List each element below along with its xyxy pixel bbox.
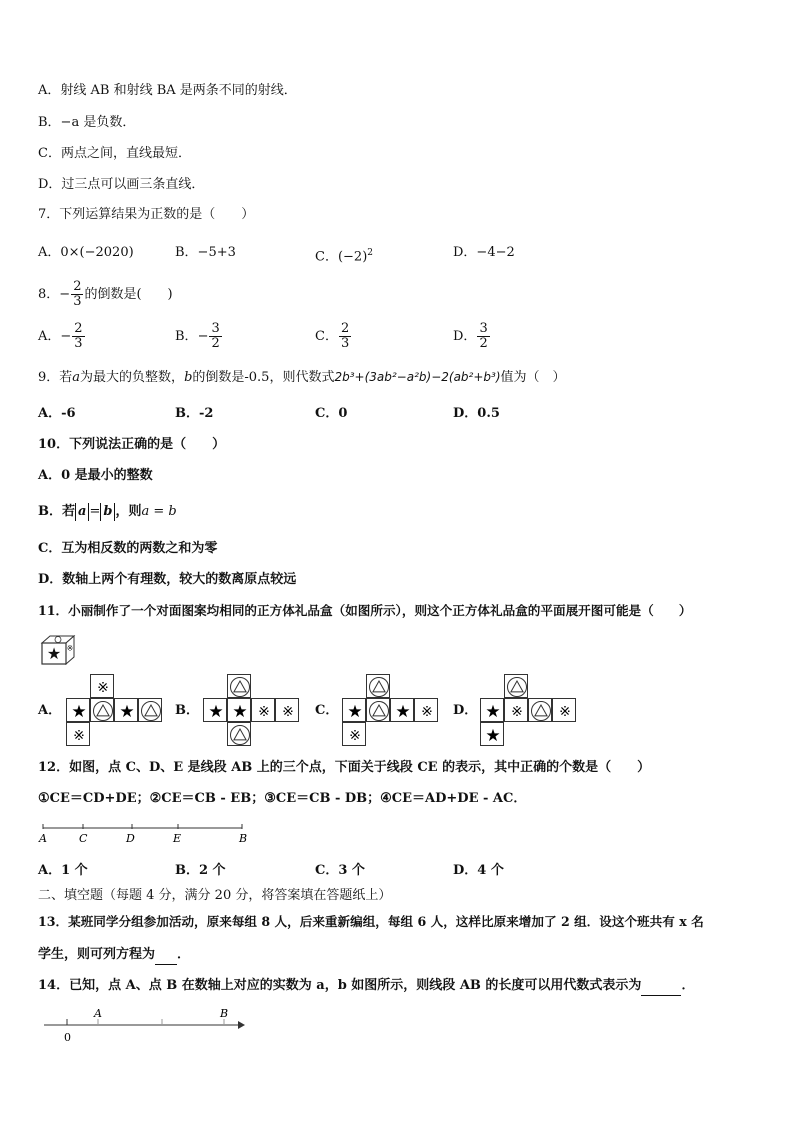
q10-b-label: B．若 xyxy=(38,504,75,519)
q9-stem-b: 为最大的负整数， xyxy=(80,370,185,385)
segment-point-c xyxy=(79,824,88,845)
net-a-cell-2 xyxy=(66,698,90,722)
q13-line-1: 13．某班同学分组参加活动，原来每组 8 人，后来重新编组，每组 6 人，这样比原来增加了 2 组．设这个班共有 x 名 xyxy=(38,914,704,929)
star-icon xyxy=(481,723,505,747)
net-a-cell-6 xyxy=(66,722,90,746)
triangle-shape xyxy=(234,681,246,692)
segment-label-c: C xyxy=(79,832,88,845)
net-d-cell-6 xyxy=(480,722,504,746)
q12-option-b: B．2 个 xyxy=(175,863,226,878)
q9-option-d: D．0.5 xyxy=(453,406,500,421)
net-c xyxy=(342,674,462,746)
q11-option-d: D． xyxy=(453,703,478,718)
q11-option-a: A． xyxy=(38,703,62,718)
q10-b-then: ，则 xyxy=(115,504,142,519)
net-b-cell-5 xyxy=(275,698,299,722)
triangle-shape xyxy=(234,729,246,740)
ref-symbol: ※ xyxy=(73,728,85,744)
q7-option-c-exp: 2 xyxy=(367,248,373,258)
point-a-label: A xyxy=(94,1007,102,1020)
triangle-shape xyxy=(373,705,385,716)
q8-c-fraction xyxy=(339,322,351,351)
q8-d-label: D． xyxy=(453,328,477,344)
q12-statements: ①CE＝CD+DE；②CE＝CB - EB；③CE＝CB - DB；④CE＝AD+DE - AC． xyxy=(38,791,527,806)
triangle-shape xyxy=(511,681,523,692)
tri-icon xyxy=(367,699,391,723)
q8-d-fraction xyxy=(477,322,489,351)
q8-a-sign: − xyxy=(60,328,72,344)
q6-option-c: C．两点之间，直线最短． xyxy=(38,146,191,161)
q14-answer-blank xyxy=(641,977,681,996)
q8-d-num: 3 xyxy=(479,321,488,336)
q12-option-c: C．3 个 xyxy=(315,863,365,878)
net-c-cell-2 xyxy=(342,698,366,722)
triangle-shape xyxy=(535,705,547,716)
q8-c-num: 2 xyxy=(340,321,350,336)
ref-icon xyxy=(67,723,91,747)
net-a-cell-5 xyxy=(138,698,162,722)
star-symbol: ★ xyxy=(119,702,135,722)
q6-option-a: A．射线 AB 和射线 BA 是两条不同的射线． xyxy=(38,83,297,98)
ref-symbol: ※ xyxy=(511,704,523,720)
q13-line-2-text: 学生，则可列方程为 xyxy=(38,947,156,962)
tri-icon xyxy=(139,699,163,723)
tri-icon xyxy=(367,675,391,699)
q8-b-fraction xyxy=(209,322,221,351)
q8-frac-den: 3 xyxy=(73,294,82,309)
q8-b-num: 3 xyxy=(211,321,220,336)
net-d-cell-5 xyxy=(552,698,576,722)
q10-stem: 10．下列说法正确的是（ ） xyxy=(38,437,226,452)
q7-option-b: B．−5+3 xyxy=(175,245,236,260)
star-symbol: ★ xyxy=(347,702,363,722)
tri-icon xyxy=(228,723,252,747)
q8-a-label: A． xyxy=(38,328,61,344)
q8-b-label: B． xyxy=(175,328,198,344)
star-symbol: ★ xyxy=(485,702,501,722)
q9-stem xyxy=(38,368,566,387)
q8-option-b xyxy=(175,322,223,351)
q8-b-sign: − xyxy=(197,328,209,344)
net-d-cell-4 xyxy=(528,698,552,722)
q10-b-eq: = xyxy=(89,504,101,519)
triangle-shape xyxy=(373,681,385,692)
triangle-shape xyxy=(145,705,157,716)
ref-symbol: ※ xyxy=(97,680,109,696)
q10-b-result: a = b xyxy=(141,504,177,519)
q8-option-d xyxy=(453,322,491,351)
net-c-cell-5 xyxy=(414,698,438,722)
segment-point-e xyxy=(172,824,181,845)
q7-stem: 7．下列运算结果为正数的是（ ） xyxy=(38,207,255,222)
tri-icon xyxy=(505,675,529,699)
ref-symbol: ※ xyxy=(349,728,361,744)
q8-option-c xyxy=(315,322,352,351)
q8-c-label: C． xyxy=(315,328,338,344)
net-a-cell-1 xyxy=(90,674,114,698)
q8-a-fraction xyxy=(72,322,84,351)
q9-var-a: a xyxy=(72,370,81,385)
ref-icon xyxy=(505,699,529,723)
q7-option-c-expr: (−2) xyxy=(337,249,368,265)
net-d-cell-2 xyxy=(480,698,504,722)
q10-option-b xyxy=(38,503,177,521)
net-d xyxy=(480,674,600,746)
net-b-cell-4 xyxy=(251,698,275,722)
q9-option-c: C．0 xyxy=(315,406,348,421)
star-icon xyxy=(228,699,252,723)
ref-icon xyxy=(415,699,439,723)
q10-b-abs-b: b xyxy=(100,503,115,521)
triangle-shape xyxy=(97,705,109,716)
net-b-cell-6 xyxy=(227,722,251,746)
q12-option-a: A．1 个 xyxy=(38,863,88,878)
q13-line-2 xyxy=(38,946,190,965)
net-a-cell-4 xyxy=(114,698,138,722)
q8-a-den: 3 xyxy=(74,336,83,351)
q8-frac-num: 2 xyxy=(73,279,82,294)
ref-symbol: ※ xyxy=(559,704,571,720)
q8-b-den: 2 xyxy=(211,336,220,351)
q11-option-c: C． xyxy=(315,703,339,718)
star-symbol: ★ xyxy=(71,702,87,722)
number-line-figure xyxy=(40,1005,245,1045)
net-a-cell-3 xyxy=(90,698,114,722)
q11-option-b: B． xyxy=(175,703,199,718)
ref-icon xyxy=(252,699,276,723)
net-c-cell-3 xyxy=(366,698,390,722)
star-symbol: ★ xyxy=(232,702,248,722)
q8-fraction xyxy=(71,280,83,309)
segment-point-d xyxy=(125,824,135,845)
q12-option-d: D．4 个 xyxy=(453,863,504,878)
segment-point-a xyxy=(38,824,47,845)
net-b-cell-1 xyxy=(227,674,251,698)
segment-point-b xyxy=(238,824,247,845)
star-icon xyxy=(391,699,415,723)
q14-stem-text: 14．已知，点 A、点 B 在数轴上对应的实数为 a，b 如图所示，则线段 AB 的长度可以用代数式表示为 xyxy=(38,978,642,993)
segment-label-a: A xyxy=(39,832,47,845)
tri-icon xyxy=(91,699,115,723)
star-icon xyxy=(67,699,91,723)
cube-illustration xyxy=(40,633,76,665)
segment-label-d: D xyxy=(126,832,135,845)
q9-stem-a: 9．若 xyxy=(38,370,73,385)
cube-side-ref: ※ xyxy=(66,644,74,653)
net-d-cell-3 xyxy=(504,698,528,722)
q14-stem xyxy=(38,977,694,996)
star-icon xyxy=(481,699,505,723)
ref-icon xyxy=(553,699,577,723)
q8-minus: − xyxy=(59,286,71,302)
q8-d-den: 2 xyxy=(479,336,488,351)
q7-option-c-label: C． xyxy=(315,249,338,265)
q9-stem-d: 值为（ ） xyxy=(500,370,566,385)
q10-option-d: D．数轴上两个有理数，较大的数离原点较远 xyxy=(38,572,297,587)
tri-icon xyxy=(529,699,553,723)
section-2-heading: 二、填空题（每题 4 分，满分 20 分，将答案填在答题纸上） xyxy=(38,888,392,903)
q9-stem-c: 的倒数是-0.5，则代数式 xyxy=(192,370,335,385)
q14-stem-end: ． xyxy=(681,978,695,993)
ref-symbol: ※ xyxy=(258,704,270,720)
star-icon xyxy=(204,699,228,723)
ref-icon xyxy=(343,723,367,747)
net-d-cell-1 xyxy=(504,674,528,698)
ref-icon xyxy=(91,675,115,699)
q13-line-2-end: ． xyxy=(177,947,191,962)
star-symbol: ★ xyxy=(208,702,224,722)
q9-option-a: A．-6 xyxy=(38,406,76,421)
net-c-cell-4 xyxy=(390,698,414,722)
q10-option-c: C．互为相反数的两数之和为零 xyxy=(38,541,218,556)
q7-option-a: A．0×(−2020) xyxy=(38,245,134,260)
q12-stem: 12．如图，点 C、D、E 是线段 AB 上的三个点，下面关于线段 CE 的表示，其中正确的个数是（ ） xyxy=(38,760,651,775)
q8-stem: 8． − $\frac{2}{3}$ 的倒数是( ) xyxy=(38,279,173,309)
net-a xyxy=(66,674,186,746)
q9-expression: 2b³+(3ab²−a²b)−2(ab²+b³) xyxy=(334,370,501,384)
q11-stem: 11．小丽制作了一个对面图案均相同的正方体礼品盒（如图所示），则这个正方体礼品盒的平面展开图可能是（ ） xyxy=(38,603,692,618)
q10-option-a: A．0 是最小的整数 xyxy=(38,468,153,483)
segment-label-e: E xyxy=(173,832,182,845)
cube-front-star: ★ xyxy=(46,644,62,663)
net-c-cell-1 xyxy=(366,674,390,698)
q9-var-b: b xyxy=(184,370,193,385)
segment-ab-figure xyxy=(36,820,256,848)
star-symbol: ★ xyxy=(485,726,501,746)
q8-c-den: 3 xyxy=(340,336,350,351)
q8-a-num: 2 xyxy=(74,321,83,336)
q7-option-c xyxy=(315,244,373,266)
q8-stem-tail: 的倒数是( ) xyxy=(84,286,173,302)
star-icon xyxy=(115,699,139,723)
q8-option-a xyxy=(38,322,86,351)
number-line-arrow xyxy=(238,1021,245,1029)
net-c-cell-6 xyxy=(342,722,366,746)
net-b xyxy=(203,674,323,746)
star-icon xyxy=(343,699,367,723)
segment-label-b: B xyxy=(239,832,248,845)
ref-icon xyxy=(276,699,300,723)
origin-label: 0 xyxy=(64,1031,71,1044)
ref-symbol: ※ xyxy=(421,704,433,720)
q7-option-d: D．−4−2 xyxy=(453,245,515,260)
ref-symbol: ※ xyxy=(282,704,294,720)
q10-b-abs-a: a xyxy=(75,503,89,521)
net-b-cell-3 xyxy=(227,698,251,722)
point-b-label: B xyxy=(220,1007,229,1020)
q6-option-b: B．−a 是负数． xyxy=(38,115,136,130)
net-b-cell-2 xyxy=(203,698,227,722)
q6-option-d: D．过三点可以画三条直线． xyxy=(38,177,205,192)
q9-option-b: B．-2 xyxy=(175,406,214,421)
q13-answer-blank xyxy=(155,946,177,965)
star-symbol: ★ xyxy=(395,702,411,722)
tri-icon xyxy=(228,675,252,699)
